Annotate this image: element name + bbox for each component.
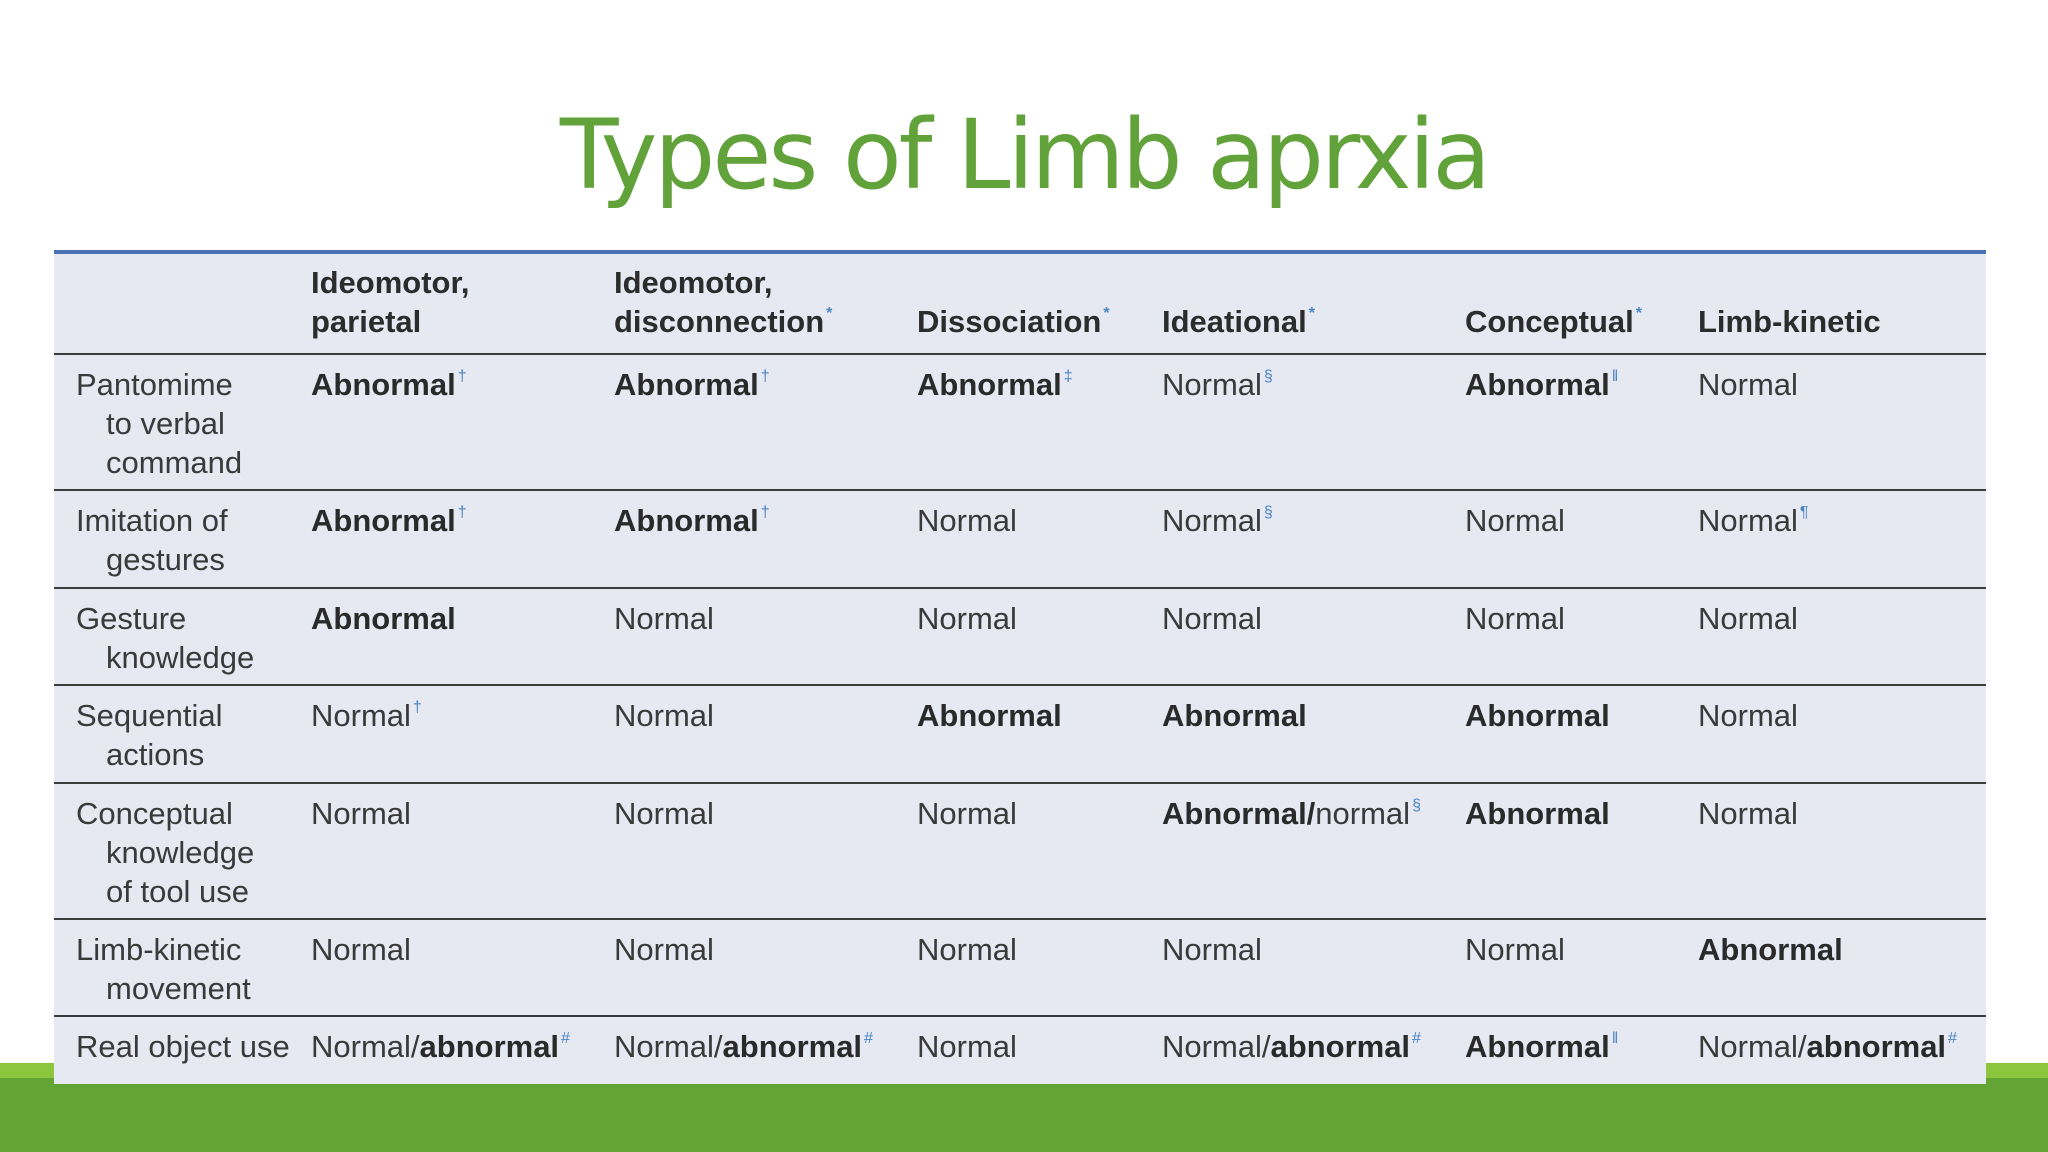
table-cell	[1465, 783, 1698, 919]
table-cell	[917, 1016, 1162, 1078]
table-cell	[917, 919, 1162, 1016]
table-cell	[1698, 354, 1986, 490]
cell-bold-text: abnormal	[722, 1029, 863, 1064]
table-cell	[917, 685, 1162, 783]
header-cell-empty	[54, 254, 311, 354]
row-label-line: actions	[106, 737, 205, 772]
footnote-mark: †	[457, 368, 467, 385]
apraxia-table-container	[54, 250, 1986, 1084]
table-cell	[1465, 354, 1698, 490]
table-cell	[311, 588, 614, 685]
table-body	[54, 354, 1986, 1078]
footnote-mark: *	[1308, 305, 1315, 322]
table-cell	[917, 588, 1162, 685]
cell-normal-text: Normal	[311, 796, 411, 831]
table-header-row	[54, 254, 1986, 354]
row-label-line: command	[106, 445, 243, 480]
footnote-mark: *	[1103, 305, 1110, 322]
table-cell	[1465, 685, 1698, 783]
table-cell	[614, 490, 917, 588]
cell-normal-text: Normal	[1698, 601, 1798, 636]
cell-normal-text: Normal	[1465, 503, 1565, 538]
cell-bold-text: Abnormal/	[1162, 796, 1316, 831]
cell-bold-text: Abnormal	[311, 367, 456, 402]
cell-bold-text: Abnormal	[614, 503, 759, 538]
row-label	[54, 685, 311, 783]
cell-normal-text: Normal	[1698, 367, 1798, 402]
cell-normal-text: Normal	[614, 601, 714, 636]
footnote-mark: §	[1263, 504, 1273, 521]
cell-normal-text: Normal	[614, 932, 714, 967]
column-header	[614, 254, 917, 354]
cell-bold-text: Abnormal	[917, 698, 1062, 733]
column-header-line	[1698, 302, 1986, 341]
column-header-line: Ideomotor,	[614, 265, 773, 300]
cell-normal-text: Normal	[1162, 932, 1262, 967]
column-header-text: parietal	[311, 304, 422, 339]
row-label	[54, 1016, 311, 1078]
table-row	[54, 354, 1986, 490]
row-label-line: Pantomime	[76, 367, 233, 402]
column-header-line	[614, 302, 917, 341]
column-header-text: Limb-kinetic	[1698, 304, 1881, 339]
column-header-text: disconnection	[614, 304, 825, 339]
footnote-mark: #	[864, 1030, 873, 1047]
cell-normal-text: Normal	[917, 932, 1017, 967]
table-cell	[1698, 1016, 1986, 1078]
table-cell	[1698, 490, 1986, 588]
footnote-mark: #	[561, 1030, 570, 1047]
table-cell	[311, 685, 614, 783]
footnote-mark: ¶	[1799, 504, 1809, 521]
footnote-mark: †	[760, 368, 770, 385]
row-label-line: Real object use	[76, 1029, 290, 1064]
cell-normal-text: Normal/	[1698, 1029, 1807, 1064]
footnote-mark: §	[1263, 368, 1273, 385]
row-label	[54, 919, 311, 1016]
table-cell	[614, 588, 917, 685]
table-cell	[1698, 783, 1986, 919]
row-label-line: Sequential	[76, 698, 223, 733]
table-row	[54, 588, 1986, 685]
footnote-mark: *	[826, 305, 833, 322]
table-cell	[917, 354, 1162, 490]
column-header	[1162, 254, 1465, 354]
table-cell	[917, 490, 1162, 588]
cell-bold-text: Abnormal	[1465, 796, 1610, 831]
footnote-mark: †	[412, 699, 422, 716]
cell-normal-text: Normal	[1162, 367, 1262, 402]
column-header	[917, 254, 1162, 354]
table-cell	[1162, 919, 1465, 1016]
cell-bold-text: Abnormal	[311, 601, 456, 636]
cell-bold-text: Abnormal	[1162, 698, 1307, 733]
cell-normal-text: Normal	[614, 796, 714, 831]
row-label-line: Imitation of	[76, 503, 228, 538]
table-row	[54, 783, 1986, 919]
cell-normal-text: Normal	[1465, 601, 1565, 636]
cell-normal-text: Normal	[1162, 601, 1262, 636]
table-cell	[1162, 685, 1465, 783]
table-cell	[311, 354, 614, 490]
column-header	[1698, 254, 1986, 354]
footnote-mark: ‡	[1063, 368, 1073, 385]
row-label-line: movement	[106, 971, 251, 1006]
table-row	[54, 490, 1986, 588]
column-header-line	[1162, 302, 1465, 341]
table-cell	[311, 490, 614, 588]
row-label-line: to verbal	[106, 406, 225, 441]
cell-normal-text: Normal	[1698, 698, 1798, 733]
cell-bold-text: abnormal	[1806, 1029, 1947, 1064]
table-cell	[614, 919, 917, 1016]
footnote-mark: ‖	[1611, 368, 1619, 385]
cell-bold-text: Abnormal	[311, 503, 456, 538]
column-header-text: Ideational	[1162, 304, 1307, 339]
cell-normal-text: Normal	[917, 1029, 1017, 1064]
table-cell	[311, 1016, 614, 1078]
table-cell	[1465, 490, 1698, 588]
table-cell	[917, 783, 1162, 919]
cell-normal-text: Normal/	[311, 1029, 420, 1064]
cell-bold-text: abnormal	[419, 1029, 560, 1064]
column-header	[311, 254, 614, 354]
footnote-mark: †	[457, 504, 467, 521]
footnote-mark: #	[1948, 1030, 1957, 1047]
table-row	[54, 919, 1986, 1016]
cell-normal-text: Normal	[311, 698, 411, 733]
row-label-line: knowledge	[106, 640, 255, 675]
row-label-line: Gesture	[76, 601, 187, 636]
cell-normal-text: Normal	[1162, 503, 1262, 538]
table-cell	[1162, 490, 1465, 588]
row-label-line: knowledge	[106, 835, 255, 870]
cell-normal-text: Normal	[917, 796, 1017, 831]
cell-normal-text: Normal/	[1162, 1029, 1271, 1064]
table-cell	[614, 685, 917, 783]
apraxia-table	[54, 254, 1986, 1078]
row-label	[54, 588, 311, 685]
table-cell	[1162, 354, 1465, 490]
cell-normal-text: Normal	[1698, 503, 1798, 538]
footer-band	[0, 1078, 2048, 1152]
table-cell	[1465, 1016, 1698, 1078]
cell-normal-text: Normal/	[614, 1029, 723, 1064]
footnote-mark: #	[1412, 1030, 1421, 1047]
row-label	[54, 354, 311, 490]
column-header-line	[76, 302, 311, 341]
row-label-line: gestures	[106, 542, 225, 577]
table-cell	[1465, 919, 1698, 1016]
cell-bold-text: Abnormal	[917, 367, 1062, 402]
slide-title: Types of Limb aprxia	[559, 99, 1489, 211]
table-cell	[1162, 588, 1465, 685]
table-cell	[1698, 919, 1986, 1016]
row-label-line: Limb-kinetic	[76, 932, 242, 967]
table-cell	[311, 919, 614, 1016]
table-row	[54, 1016, 1986, 1078]
column-header-text: Conceptual	[1465, 304, 1634, 339]
row-label	[54, 783, 311, 919]
table-cell	[614, 1016, 917, 1078]
cell-normal-text: Normal	[917, 503, 1017, 538]
cell-bold-text: Abnormal	[1465, 698, 1610, 733]
footnote-mark: †	[760, 504, 770, 521]
row-label-line: of tool use	[106, 874, 250, 909]
table-cell	[614, 783, 917, 919]
table-cell	[1162, 1016, 1465, 1078]
table-row	[54, 685, 1986, 783]
table-cell	[614, 354, 917, 490]
table-cell	[1698, 685, 1986, 783]
cell-normal-text: normal	[1315, 796, 1411, 831]
cell-bold-text: abnormal	[1270, 1029, 1411, 1064]
column-header-line	[917, 302, 1162, 341]
cell-normal-text: Normal	[1698, 796, 1798, 831]
column-header-line: Ideomotor,	[311, 265, 470, 300]
column-header	[1465, 254, 1698, 354]
cell-normal-text: Normal	[614, 698, 714, 733]
column-header-line	[1465, 302, 1698, 341]
table-cell	[311, 783, 614, 919]
cell-bold-text: Abnormal	[1465, 1029, 1610, 1064]
cell-normal-text: Normal	[917, 601, 1017, 636]
cell-bold-text: Abnormal	[1465, 367, 1610, 402]
cell-normal-text: Normal	[1465, 932, 1565, 967]
column-header-text: Dissociation	[917, 304, 1102, 339]
table-cell	[1698, 588, 1986, 685]
row-label	[54, 490, 311, 588]
footnote-mark: *	[1635, 305, 1643, 322]
column-header-line	[311, 302, 614, 341]
table-cell	[1465, 588, 1698, 685]
row-label-line: Conceptual	[76, 796, 233, 831]
table-cell	[1162, 783, 1465, 919]
cell-normal-text: Normal	[311, 932, 411, 967]
footnote-mark: ‖	[1611, 1030, 1619, 1047]
cell-bold-text: Abnormal	[614, 367, 759, 402]
footnote-mark: §	[1412, 797, 1421, 814]
cell-bold-text: Abnormal	[1698, 932, 1843, 967]
